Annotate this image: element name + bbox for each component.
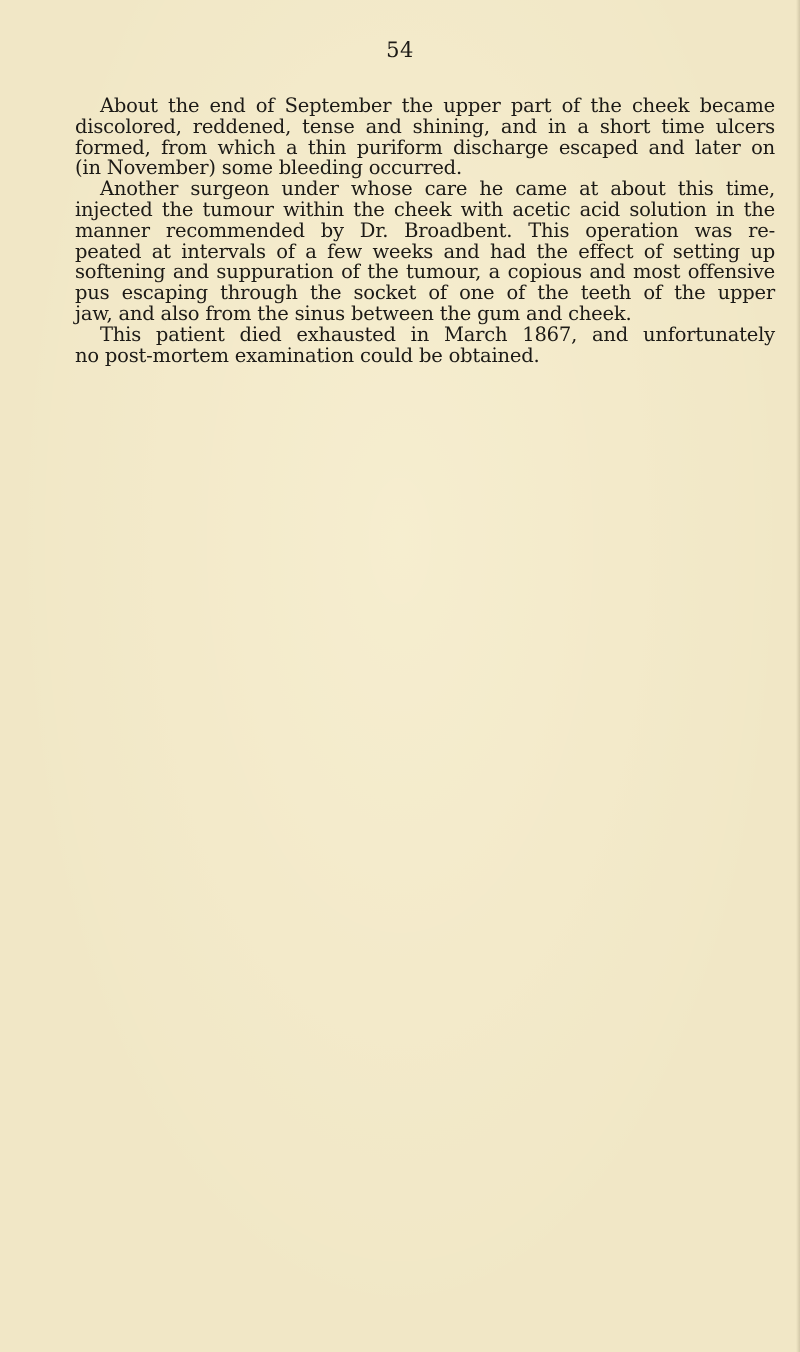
paragraph (75, 96, 775, 179)
text-line: no post-mortem examination could be obtained. (75, 343, 540, 367)
text-line: This patient died exhausted in March 1867, and unfortunately (100, 322, 775, 346)
page-number: 54 (386, 38, 414, 62)
text-line: softening and suppuration of the tumour, a copious and most offensive (75, 260, 775, 284)
text-line: (in November) some bleeding occurred. (75, 156, 462, 180)
text-line: manner recommended by Dr. Broadbent. This operation was re- (75, 218, 775, 242)
text-line: Another surgeon under whose care he came at about this time, (100, 177, 775, 201)
page-edge-shadow (796, 0, 800, 1352)
body-text (75, 96, 775, 366)
text-line: discolored, reddened, tense and shining, and in a short time ulcers (75, 114, 775, 138)
text-line: peated at intervals of a few weeks and had the effect of setting up (75, 239, 775, 263)
text-line: jaw, and also from the sinus between the gum and cheek. (75, 301, 632, 325)
text-line: pus escaping through the socket of one of the teeth of the upper (75, 281, 775, 305)
text-line: formed, from which a thin puriform discharge escaped and later on (75, 135, 775, 159)
paragraph (75, 179, 775, 325)
paragraph (75, 322, 775, 367)
text-line: About the end of September the upper part of the cheek became (100, 94, 775, 117)
text-line: injected the tumour within the cheek with acetic acid solution in the (75, 197, 775, 221)
